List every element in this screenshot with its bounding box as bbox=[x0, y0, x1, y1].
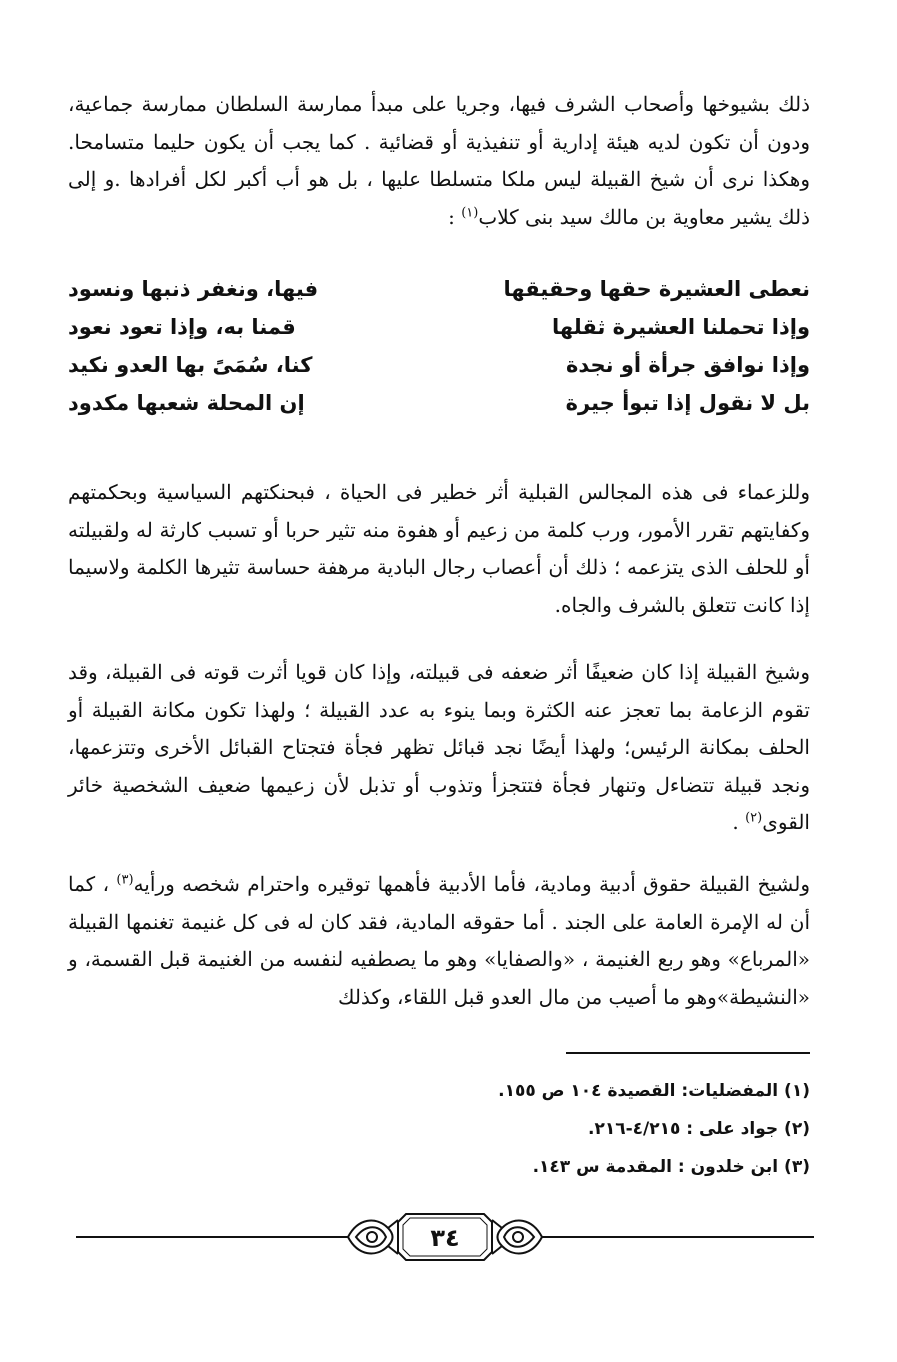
paragraph-2-text: وللزعماء فى هذه المجالس القبلية أثر خطير فى الحياة ، فبحنكتهم السياسية وبحكمتهم وكفايتهم تقرر الأمور، ورب كلمة من زعيم أو هفوة منه تثير حربا أو تسبب كارثة له ولقبيلته أو للحلف الذى يتزعمه ؛ ذلك أن أعصاب رجال البادية مرهفة حساسة تثيرها الكلمة ولاسيما إذا كانت تتعلق بالشرف والجاه. bbox=[68, 480, 810, 617]
left-knot-ornament-icon bbox=[348, 1220, 398, 1254]
poem-verse bbox=[68, 308, 810, 346]
verse-second-hemistich: فيها، ونغفر ذنبها ونسود bbox=[68, 277, 319, 301]
footnotes bbox=[68, 1072, 810, 1186]
verse-second-hemistich: إن المحلة شعبها مكدود bbox=[68, 391, 305, 415]
verse-first-hemistich: نعطى العشيرة حقها وحقيقها bbox=[503, 277, 810, 301]
page-number-ornament bbox=[76, 1208, 814, 1266]
verse-second-hemistich: قمنا به، وإذا تعود نعود bbox=[68, 315, 296, 339]
verse-first-hemistich: بل لا نقول إذا تبوأ جيرة bbox=[565, 391, 810, 415]
footnote-ref-3[interactable]: (٣) bbox=[116, 872, 134, 888]
paragraph-1-text: ذلك بشيوخها وأصحاب الشرف فيها، وجريا على مبدأ ممارسة السلطان ممارسة جماعية، ودون أن تكون لديه هيئة إدارية أو تنفيذية أو قضائية . كما يجب أن يكون حليما متسامحا. وهكذا نرى أن شيخ القبيلة ليس ملكا متسلطا عليها ، بل هو أب أكبر لكل أفرادها .و إلى ذلك يشير معاوية بن مالك سيد بنى كلاب bbox=[68, 92, 810, 229]
paragraph-4-text-a: ولشيخ القبيلة حقوق أدبية ومادية، فأما الأدبية فأهمها توقيره واحترام شخصه ورأيه bbox=[133, 872, 811, 896]
paragraph-2 bbox=[68, 474, 810, 624]
verse-first-hemistich: وإذا تحملنا العشيرة ثقلها bbox=[552, 315, 810, 339]
footnote-2: (٢) جواد على : ٤/٢١٥-٢١٦. bbox=[587, 1119, 810, 1139]
paragraph-3-end: . bbox=[732, 810, 746, 834]
poem-verse bbox=[68, 346, 810, 384]
paragraph-3-text: وشيخ القبيلة إذا كان ضعيفًا أثر ضعفه فى قبيلته، وإذا كان قويا أثرت قوته فى القبيلة، وقد تقوم الزعامة بما تعجز عنه الكثرة وبما ينوء به عدد القبيلة ؛ ولهذا تكون مكانة القبيلة أو الحلف بمكانة الرئيس؛ ولهذا أيضًا نجد قبائل تظهر فجأة فتجتاح القبائل الأخرى وتتزعمها، ونجد قبيلة تتضاءل وتنهار فجأة فتتجزأ وتذوب أو تذبل لأن زعيمها ضعيف الشخصية خائر القوى bbox=[68, 660, 810, 834]
page-number: ٣٤ bbox=[430, 1224, 460, 1252]
footnote-separator bbox=[566, 1052, 810, 1054]
paragraph-3 bbox=[68, 654, 810, 842]
poem-verse bbox=[68, 270, 810, 308]
page-footer bbox=[76, 1208, 814, 1266]
footnote-1: (١) المفضليات: القصيدة ١٠٤ ص ١٥٥. bbox=[498, 1081, 810, 1101]
footnote-3: (٣) ابن خلدون : المقدمة س ١٤٣. bbox=[532, 1157, 810, 1177]
right-knot-ornament-icon bbox=[492, 1220, 542, 1254]
verse-first-hemistich: وإذا نوافق جرأة أو نجدة bbox=[566, 353, 810, 377]
verse-second-hemistich: كنا، سُمَىً بها العدو نكيد bbox=[68, 353, 313, 377]
poem-verse bbox=[68, 384, 810, 422]
paragraph-4 bbox=[68, 866, 810, 1016]
paragraph-1 bbox=[68, 86, 810, 236]
footnote-ref-1[interactable]: (١) bbox=[461, 204, 479, 220]
footnote-ref-2[interactable]: (٢) bbox=[745, 810, 763, 826]
paragraph-4-text-b: ، كما أن له الإمرة العامة على الجند . أما حقوقه المادية، فقد كان له فى كل غنيمة تغنمها القبيلة «المرباع» وهو ربع الغنيمة ، «والصفايا» وهو ما يصطفيه لنفسه من الغنيمة قبل القسمة، و «النشيطة»وهو ما أصيب من مال العدو قبل اللقاء، وكذلك bbox=[68, 872, 810, 1009]
poem bbox=[68, 270, 810, 422]
paragraph-1-end: : bbox=[448, 204, 462, 229]
